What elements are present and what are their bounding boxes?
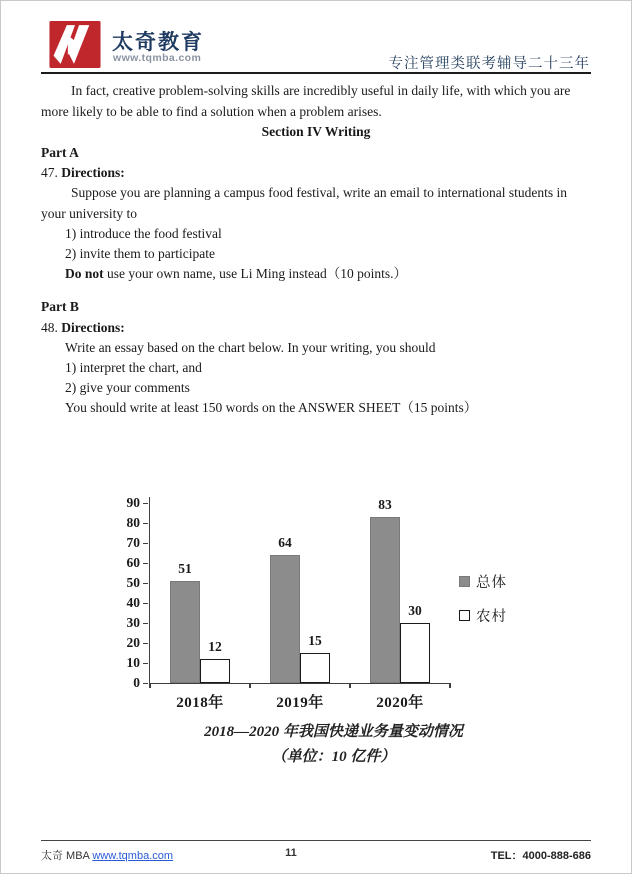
bar-value-label: 83	[378, 497, 392, 512]
footer-left	[41, 847, 173, 863]
y-tick	[143, 603, 148, 605]
x-tick-label: 2019年	[276, 695, 324, 711]
chart-caption-unit: （单位：10 亿件）	[271, 749, 396, 765]
footer-rule	[41, 840, 591, 841]
bar-value-label: 15	[308, 633, 322, 648]
bar	[300, 653, 330, 683]
y-tick	[143, 583, 148, 585]
x-tick	[449, 683, 451, 688]
part-a-directions	[41, 163, 591, 183]
chart-plot	[126, 495, 450, 711]
chart-caption	[106, 720, 561, 770]
part-b-item-2: 2) give your comments	[65, 379, 190, 395]
legend-label: 总体	[476, 575, 507, 591]
bar-value-label: 51	[178, 561, 192, 576]
part-a-title: Part A	[41, 144, 79, 160]
part-b-directions	[41, 318, 591, 338]
y-tick-label: 90	[126, 495, 140, 510]
chart-caption-title: 2018—2020 年我国快递业务量变动情况	[204, 724, 463, 740]
x-tick-label: 2018年	[176, 695, 224, 711]
bar	[200, 659, 230, 683]
bar-value-label: 64	[278, 535, 292, 550]
section-title: Section IV Writing	[261, 124, 371, 139]
footer-link[interactable]: www.tqmba.com	[92, 850, 174, 862]
chart-legend	[459, 571, 507, 639]
y-tick	[143, 543, 148, 545]
brand-name: 太奇教育	[112, 31, 204, 54]
legend-label: 农村	[476, 609, 507, 625]
legend-item	[459, 605, 507, 626]
part-a-number: 47.	[41, 165, 58, 180]
y-tick-label: 10	[126, 655, 140, 670]
y-tick-label: 50	[126, 575, 140, 590]
y-tick	[143, 563, 148, 565]
y-tick-label: 20	[126, 635, 140, 650]
x-tick	[349, 683, 351, 688]
bar	[400, 623, 430, 683]
y-tick-label: 60	[126, 555, 140, 570]
y-tick-label: 0	[133, 675, 140, 690]
x-tick	[149, 683, 151, 688]
part-b-item-1: 1) interpret the chart, and	[65, 359, 202, 375]
part-a-body: Suppose you are planning a campus food festival, write an email to international students in your university to	[41, 185, 568, 221]
bar-value-label: 30	[408, 603, 422, 618]
part-b-body: Write an essay based on the chart below. In your writing, you should	[65, 339, 436, 355]
y-tick	[143, 503, 148, 505]
y-tick	[143, 663, 148, 665]
part-a-note	[41, 264, 591, 284]
header-rule	[41, 72, 591, 74]
part-a-item-1: 1) introduce the food festival	[65, 226, 222, 241]
part-b-title: Part B	[41, 299, 79, 314]
bar-value-label: 12	[208, 639, 222, 654]
legend-item	[459, 571, 507, 592]
part-b-directions-label: Directions:	[61, 319, 125, 335]
y-tick-label: 70	[126, 535, 140, 550]
footer-brand: 太奇 MBA	[41, 850, 93, 862]
bar	[270, 555, 300, 683]
header-tagline: 专注管理类联考辅导二十三年	[388, 56, 590, 72]
document-content	[41, 81, 591, 418]
bar	[370, 517, 400, 683]
taiqi-logo-icon	[49, 21, 101, 68]
footer-tel: TEL：4000-888-686	[490, 850, 591, 862]
legend-marker-icon	[459, 610, 470, 621]
part-b-number: 48.	[41, 319, 58, 335]
legend-marker-icon	[459, 576, 470, 587]
y-tick-label: 40	[126, 595, 140, 610]
y-tick	[143, 643, 148, 645]
part-b-note: You should write at least 150 words on the ANSWER SHEET（15 points）	[65, 399, 478, 415]
part-a-note-bold: Do not	[65, 266, 104, 281]
brand-url: www.tqmba.com	[113, 52, 202, 64]
x-tick	[249, 683, 251, 688]
y-tick	[143, 523, 148, 525]
part-a-item-2: 2) invite them to participate	[65, 246, 215, 261]
y-tick	[143, 683, 148, 685]
intro-paragraph: In fact, creative problem-solving skills are incredibly useful in daily life, with which you are more likely to be able to find a solution when a problem arises.	[41, 83, 571, 119]
page-number: 11	[285, 847, 297, 859]
bar	[170, 581, 200, 683]
part-a-directions-label: Directions:	[61, 165, 125, 180]
x-tick-label: 2020年	[376, 695, 424, 711]
y-tick	[143, 623, 148, 625]
part-a-note-rest: use your own name, use Li Ming instead（10 points.）	[103, 266, 407, 281]
y-tick-label: 30	[126, 615, 140, 630]
bar-chart	[101, 489, 571, 719]
y-tick-label: 80	[126, 515, 140, 530]
